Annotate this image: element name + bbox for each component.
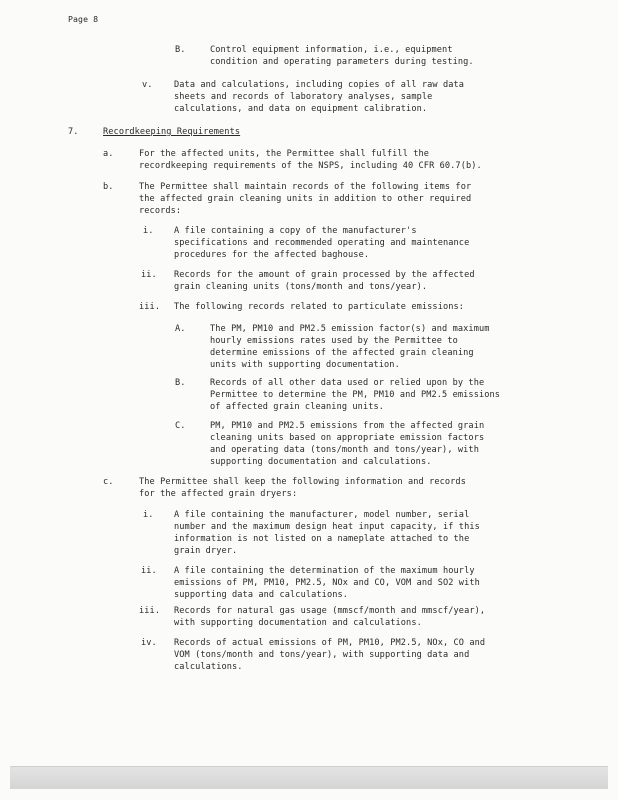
paragraph-text-line: recordkeeping requirements of the NSPS, including 40 CFR 60.7(b). [139,161,482,171]
item-marker: B. [175,45,186,55]
item-text-line: The following records related to particulate emissions: [174,302,465,312]
subitem-text-line: supporting documentation and calculations. [210,457,432,467]
item-text-line: VOM (tons/month and tons/year), with supporting data and [174,650,470,660]
item-text-line: grain cleaning units (tons/month and tons/year). [174,282,428,292]
item-text-line: information is not listed on a nameplate attached to the [174,534,470,544]
item-marker: i. [143,226,154,236]
paragraph-marker: a. [103,149,114,159]
item-text-line: specifications and recommended operating and maintenance [174,238,470,248]
paragraph-text-line: The Permittee shall maintain records of the following items for [139,182,472,192]
item-marker: i. [143,510,154,520]
item-marker: ii. [141,270,157,280]
item-text-line: A file containing the determination of the maximum hourly [174,566,475,576]
item-text-line: Data and calculations, including copies of all raw data [174,80,465,90]
item-text-line: A file containing the manufacturer, model number, serial [174,510,470,520]
section-number: 7. [68,127,79,137]
paragraph-text-line: The Permittee shall keep the following information and records [139,477,466,487]
item-marker: v. [142,80,153,90]
page-header: Page 8 [68,14,99,24]
item-marker: ii. [141,566,157,576]
item-text-line: condition and operating parameters during testing. [210,57,474,67]
subitem-marker: A. [175,324,186,334]
item-text-line: sheets and records of laboratory analyses, sample [174,92,433,102]
subitem-text-line: The PM, PM10 and PM2.5 emission factor(s) and maximum [210,324,490,334]
item-text-line: emissions of PM, PM10, PM2.5, NOx and CO, VOM and SO2 with [174,578,480,588]
item-text-line: with supporting documentation and calculations. [174,618,422,628]
paragraph-marker: c. [103,477,114,487]
paragraph-text-line: for the affected grain dryers: [139,489,298,499]
item-text-line: number and the maximum design heat input capacity, if this [174,522,480,532]
paragraph-text-line: For the affected units, the Permittee shall fulfill the [139,149,430,159]
subitem-text-line: of affected grain cleaning units. [210,402,385,412]
section-title: Recordkeeping Requirements [103,127,241,137]
item-text-line: Records of actual emissions of PM, PM10, PM2.5, NOx, CO and [174,638,486,648]
item-text-line: calculations, and data on equipment calibration. [174,104,428,114]
subitem-text-line: units with supporting documentation. [210,360,400,370]
item-text-line: A file containing a copy of the manufacturer's [174,226,417,236]
item-text-line: Records for the amount of grain processed by the affected [174,270,475,280]
subitem-text-line: determine emissions of the affected grain cleaning [210,348,474,358]
subitem-text-line: cleaning units based on appropriate emission factors [210,433,485,443]
subitem-marker: B. [175,378,186,388]
item-text-line: Records for natural gas usage (mmscf/month and mmscf/year), [174,606,486,616]
subitem-text-line: Permittee to determine the PM, PM10 and PM2.5 emissions [210,390,501,400]
paragraph-text-line: records: [139,206,182,216]
item-marker: iii. [139,606,161,616]
item-marker: iv. [141,638,157,648]
item-text-line: calculations. [174,662,243,672]
subitem-text-line: PM, PM10 and PM2.5 emissions from the affected grain [210,421,485,431]
item-text-line: procedures for the affected baghouse. [174,250,370,260]
item-text-line: Control equipment information, i.e., equipment [210,45,453,55]
paragraph-marker: b. [103,182,114,192]
subitem-text-line: Records of all other data used or relied upon by the [210,378,485,388]
scan-bottom-edge [10,766,608,789]
paragraph-text-line: the affected grain cleaning units in addition to other required [139,194,472,204]
item-marker: iii. [139,302,161,312]
subitem-marker: C. [175,421,186,431]
item-text-line: supporting data and calculations. [174,590,349,600]
subitem-text-line: and operating data (tons/month and tons/year), with [210,445,479,455]
item-text-line: grain dryer. [174,546,238,556]
subitem-text-line: hourly emissions rates used by the Permittee to [210,336,458,346]
